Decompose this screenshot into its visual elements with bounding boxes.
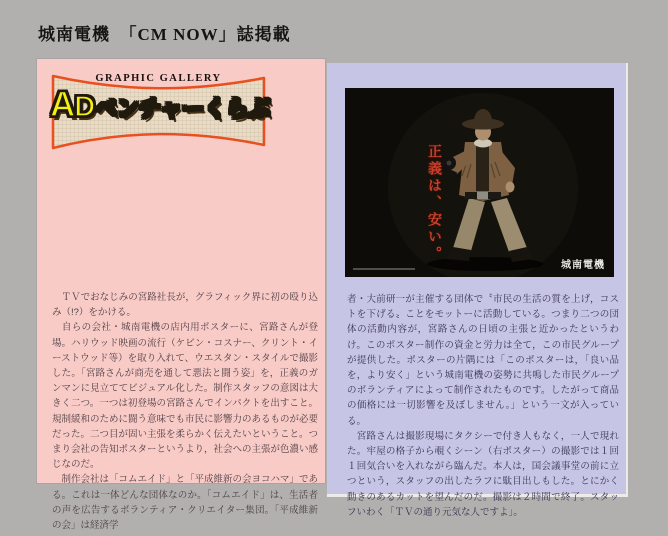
- magazine-left-page: [37, 59, 325, 532]
- article-paragraph: 制作会社は「コムエイド」と「平成維新の会ヨコハマ」である。これは一体どんな団体なのか。「コムエイド」は、生活者の声を広告するボランティア・クリエイター集団。「平成維新の会」は経済学: [52, 474, 319, 532]
- left-hand: [506, 182, 515, 193]
- vest: [476, 145, 489, 191]
- ad-venture-club-logo: [50, 85, 270, 124]
- poster-credit-line: [353, 268, 415, 270]
- poster-catch-copy: 正義は、安い。: [426, 144, 441, 263]
- logo-letter-d: D: [74, 91, 95, 123]
- cowboy-figure-illustration: [345, 88, 614, 277]
- poster-brand-logo: 城南電機: [561, 260, 605, 271]
- article-paragraph: 自らの会社・城南電機の店内用ポスターに、宮路さんが登場。ハリウッド映画の流行（ケビン・コスナー、クリント・イーストウッド等）を取り入れて、ウエスタン・スタイルで撮影した。「宮路さんが商売を通して悪法と闘う姿」を，正義のガンマンに見立ててビジュアル化した。制作スタッフの意図は大きく二つ。一つは初登場の宮路さんでインパクトを出すこと。規制緩和のために闘う意味でも市民に影響力のあるものが必要だった。二つ目が固い主張を柔らかく伝えたいということ。つまり会社の告知ポスターというより，社会への主張が色濃い感じなのだ。: [52, 322, 319, 471]
- belt-buckle: [477, 192, 488, 199]
- article-paragraph: 者・大前研一が主催する団体で〝市民の生活の質を上げ，コストを下げる〟ことをモットーに活動している。つまり二つの団体の活動内容が，宮路さんの日頃の主張と近かったというわけ。このポスター制作の資金と労力は全て，この市民グループが提供した。ポスターの片隅には「このポスターは，「良い品を，より安く」という城南電機の姿勢に共鳴した市民グループのボランティアによって制作されたものです。したがって商品の価格には一切影響を及ぼしません。」という一文が入っている。: [347, 294, 619, 427]
- graphic-gallery-label: GRAPHIC GALLERY: [95, 73, 222, 84]
- page-title: 城南電機 「CM NOW」誌掲載: [38, 25, 291, 44]
- article-paragraph: 宮路さんは撮影現場にタクシーで付き人もなく，一人で現れた。牢屋の格子から覗くシーン（右ポスター）の撮影では１回１回気合いを入れながら臨んだ。本人は，国会議事堂の前に立つという，スタッフの出したラフに駄目出しもした。とにかく動きのあるカットを望んだのだ。撮影は２時間で終了。スタッフいわく「ＴＶの通り元気な人ですよ」。: [347, 430, 619, 518]
- magazine-right-page: [327, 63, 628, 518]
- western-poster-photo: [345, 88, 614, 277]
- article-paragraph: ＴＶでおなじみの宮路社長が，グラフィック界に初の殴り込み（!?）をかける。: [52, 292, 318, 319]
- left-article-column: [52, 290, 318, 533]
- logo-kana-text: ベンチャーくらぶ: [94, 95, 270, 121]
- logo-letter-a: A: [50, 85, 75, 124]
- ad-venture-club-emblem: [50, 68, 270, 155]
- right-article-column: [347, 292, 619, 520]
